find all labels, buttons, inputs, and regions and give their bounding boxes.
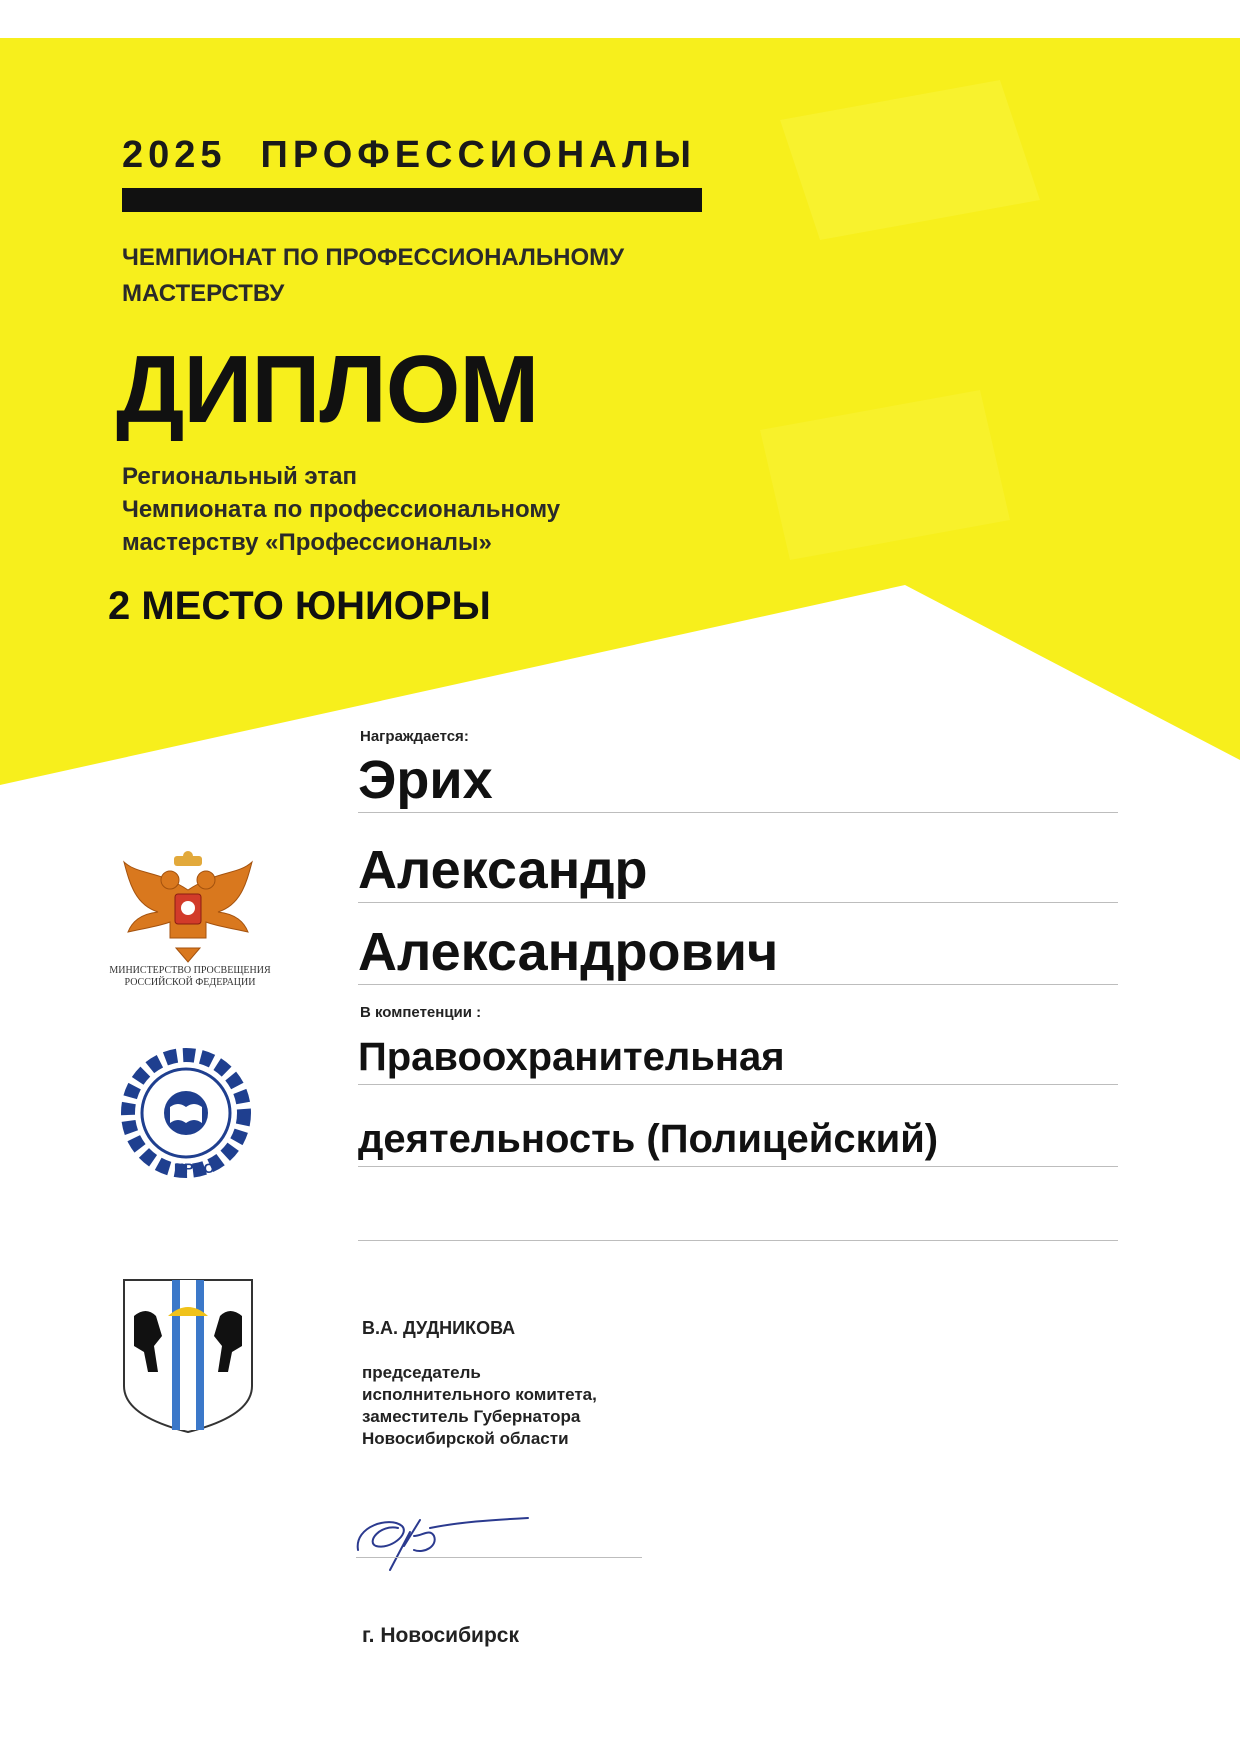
double-headed-eagle-emblem-icon [118,850,258,965]
signer-name: В.А. ДУДНИКОВА [362,1318,516,1338]
city: г. Новосибирск [362,1624,519,1647]
signer-position-line3: заместитель Губернатора [362,1407,581,1426]
novosibirsk-coat-of-arms-icon [120,1276,256,1436]
place-award: 2 МЕСТО ЮНИОРЫ [108,584,491,628]
championship-title [122,240,722,312]
stage-line1: Региональный этап [122,463,357,490]
diploma-title: ДИПЛОМ [116,336,539,443]
stage-line2: Чемпионата по профессиональному [122,496,561,523]
championship-title-line2: МАСТЕРСТВУ [122,280,285,307]
ministry-caption [105,965,275,989]
awardee-patronymic: Александрович [358,920,1118,985]
signer-position [362,1362,722,1450]
championship-title-line1: ЧЕМПИОНАТ ПО ПРОФЕССИОНАЛЬНОМУ [122,244,625,271]
competence-line2: деятельность (Полицейский) [358,1112,1118,1167]
competence-label: В компетенции : [360,1004,482,1021]
awarded-label: Награждается: [360,728,469,745]
stage-description [122,460,742,559]
signer-position-line4: Новосибирской области [362,1429,569,1448]
header-brand-name: ПРОФЕССИОНАЛЫ [260,134,697,176]
header-year: 2025 [122,134,227,176]
header-underline-bar [122,188,702,212]
header-brand [122,134,696,177]
awardee-surname: Эрих [358,748,1118,813]
competence-line1: Правоохранительная [358,1030,1118,1085]
empty-field-line [358,1180,1118,1241]
signature-icon [350,1506,540,1576]
awardee-first-name: Александр [358,838,1118,903]
ministry-caption-line2: РОССИЙСКОЙ ФЕДЕРАЦИИ [124,977,256,988]
stage-line3: мастерству «Профессионалы» [122,529,492,556]
irpo-logo-icon [116,1045,262,1181]
irpo-label: ИРПО [174,1160,215,1176]
signer-position-line2: исполнительного комитета, [362,1385,597,1404]
signature-line [356,1557,642,1558]
signer-position-line1: председатель [362,1363,481,1382]
ministry-caption-line1: МИНИСТЕРСТВО ПРОСВЕЩЕНИЯ [109,965,271,976]
